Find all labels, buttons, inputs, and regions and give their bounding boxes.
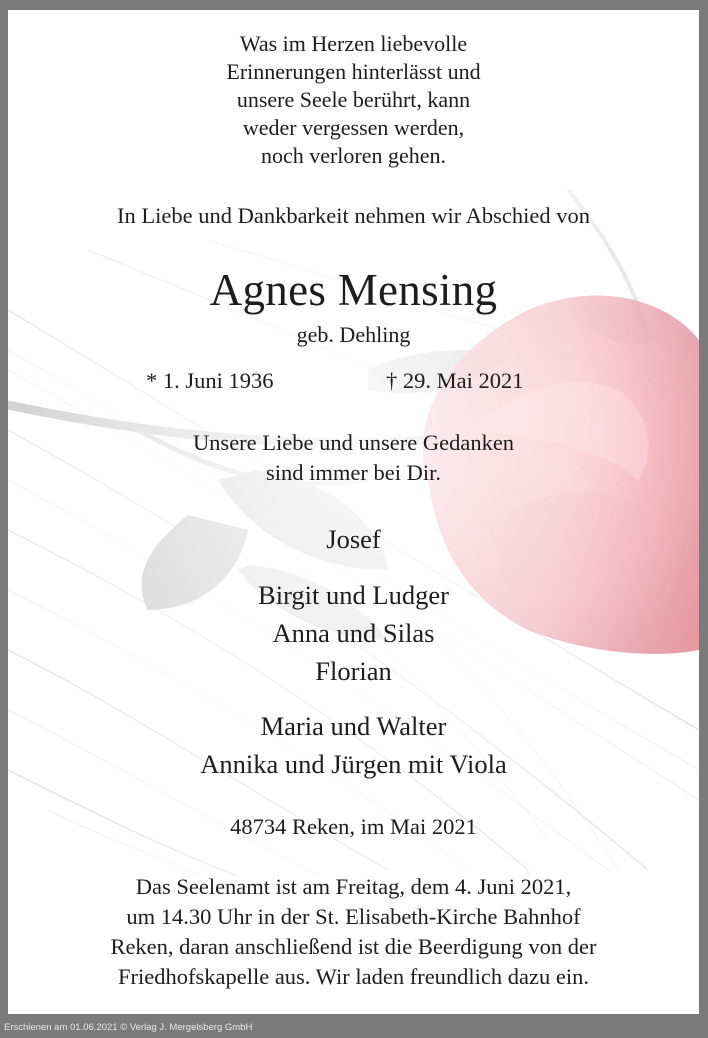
mourners-group-2 <box>8 576 699 690</box>
mourner-name: Anna und Silas <box>272 618 435 648</box>
closing-words <box>8 428 699 488</box>
closing-line: Unsere Liebe und unsere Gedanken <box>192 430 515 455</box>
mourners-group-1 <box>8 520 699 558</box>
mourner-name: Annika und Jürgen mit Viola <box>200 749 507 779</box>
birth-name: geb. Dehling <box>296 322 411 347</box>
service-line: Das Seelenamt ist am Freitag, dem 4. Juni 2021, <box>135 874 572 899</box>
mourner-name: Josef <box>326 524 381 554</box>
mourner-name: Florian <box>315 656 392 686</box>
poem-line: Was im Herzen liebevolle <box>239 31 468 56</box>
poem-line: weder vergessen werden, <box>242 115 465 140</box>
obituary-notice <box>8 10 699 1014</box>
birth-date: * 1. Juni 1936 <box>146 368 274 393</box>
memorial-poem <box>8 30 699 170</box>
funeral-service-info <box>8 872 699 992</box>
service-line: Reken, daran anschließend ist die Beerdigung von der <box>110 934 597 959</box>
mourner-name: Birgit und Ludger <box>258 580 449 610</box>
poem-line: Erinnerungen hinterlässt und <box>226 59 481 84</box>
closing-line: sind immer bei Dir. <box>266 460 441 485</box>
deceased-name: Agnes Mensing <box>209 265 498 315</box>
death-date: † 29. Mai 2021 <box>386 368 524 393</box>
publication-footer: Erschienen am 01.06.2021 © Verlag J. Mergelsberg GmbH <box>4 1022 253 1033</box>
service-line: Friedhofskapelle aus. Wir laden freundlich dazu ein. <box>117 964 590 989</box>
poem-line: noch verloren gehen. <box>260 143 447 168</box>
service-line: um 14.30 Uhr in der St. Elisabeth-Kirche Bahnhof <box>126 904 581 929</box>
farewell-intro: In Liebe und Dankbarkeit nehmen wir Abschied von <box>117 203 590 228</box>
place-and-date: 48734 Reken, im Mai 2021 <box>230 814 477 839</box>
poem-line: unsere Seele berührt, kann <box>236 87 471 112</box>
mourners-group-3 <box>8 707 699 783</box>
mourner-name: Maria und Walter <box>260 711 447 741</box>
